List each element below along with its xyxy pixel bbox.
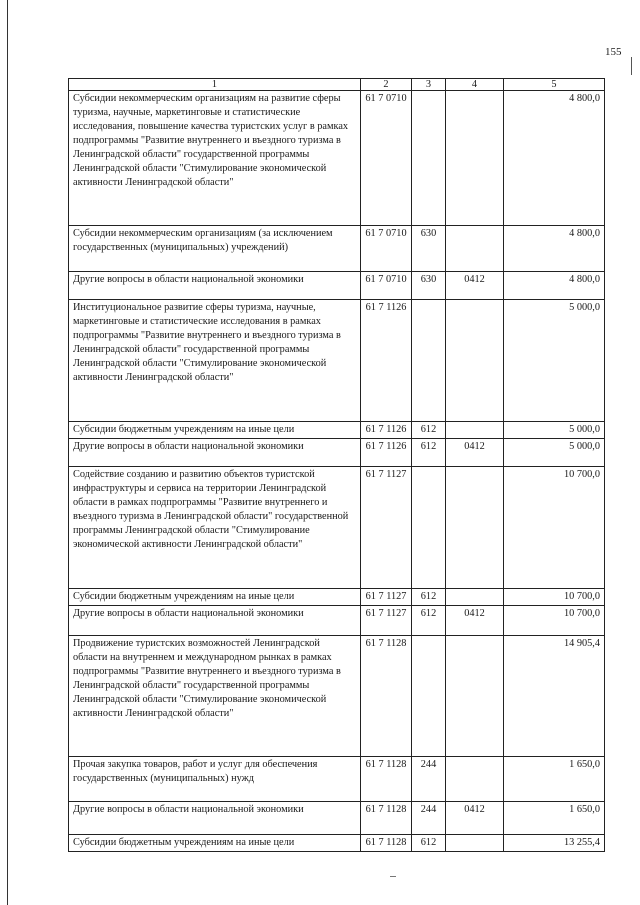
row-csr: 61 7 0710 xyxy=(361,226,412,272)
row-rz xyxy=(446,467,504,589)
table-row xyxy=(69,757,605,802)
row-csr: 61 7 1127 xyxy=(361,589,412,606)
row-name: Продвижение туристских возможностей Ленинградской области на внутреннем и международном рынках в рамках подпрограммы "Развитие внутреннего и въездного туризма в Ленинградской области" государственной программы Ленинградской области "Стимулирование экономической активности Ленинградской области" xyxy=(69,636,361,757)
row-sum: 10 700,0 xyxy=(504,467,605,589)
row-name: Содействие созданию и развитию объектов туристской инфраструктуры и сервиса на территории Ленинградской области в рамках подпрограммы "Развитие внутреннего и въездного туризма в Ленинградской области" государственной программы Ленинградской области "Стимулирование экономической активности Ленинградской области" xyxy=(69,467,361,589)
row-sum: 5 000,0 xyxy=(504,300,605,422)
row-name: Другие вопросы в области национальной экономики xyxy=(69,802,361,835)
row-name: Прочая закупка товаров, работ и услуг для обеспечения государственных (муниципальных) нужд xyxy=(69,757,361,802)
row-vr: 244 xyxy=(412,802,446,835)
row-vr: 244 xyxy=(412,757,446,802)
table-row xyxy=(69,835,605,852)
row-name: Субсидии бюджетным учреждениям на иные цели xyxy=(69,422,361,439)
row-rz xyxy=(446,422,504,439)
row-vr: 612 xyxy=(412,606,446,636)
row-sum: 1 650,0 xyxy=(504,757,605,802)
scan-left-border xyxy=(7,0,8,905)
row-sum: 5 000,0 xyxy=(504,439,605,467)
table-row xyxy=(69,606,605,636)
header-col-3: 3 xyxy=(412,79,446,91)
table-row xyxy=(69,226,605,272)
row-name: Субсидии некоммерческим организациям (за исключением государственных (муниципальных) учреждений) xyxy=(69,226,361,272)
row-csr: 61 7 1128 xyxy=(361,802,412,835)
row-sum: 10 700,0 xyxy=(504,606,605,636)
row-rz xyxy=(446,300,504,422)
row-name: Другие вопросы в области национальной экономики xyxy=(69,606,361,636)
header-col-4: 4 xyxy=(446,79,504,91)
header-col-5: 5 xyxy=(504,79,605,91)
header-col-2: 2 xyxy=(361,79,412,91)
row-vr xyxy=(412,636,446,757)
row-rz xyxy=(446,91,504,226)
table-row xyxy=(69,272,605,300)
row-rz xyxy=(446,757,504,802)
row-csr: 61 7 1127 xyxy=(361,606,412,636)
row-rz: 0412 xyxy=(446,272,504,300)
row-csr: 61 7 1128 xyxy=(361,835,412,852)
header-col-1: 1 xyxy=(69,79,361,91)
row-sum: 4 800,0 xyxy=(504,272,605,300)
table-header-row xyxy=(69,79,605,91)
row-vr xyxy=(412,91,446,226)
scan-dust-mark xyxy=(390,876,396,877)
row-rz xyxy=(446,636,504,757)
row-csr: 61 7 1126 xyxy=(361,422,412,439)
row-rz: 0412 xyxy=(446,439,504,467)
row-csr: 61 7 0710 xyxy=(361,272,412,300)
table-row xyxy=(69,91,605,226)
row-csr: 61 7 1126 xyxy=(361,300,412,422)
row-vr xyxy=(412,300,446,422)
row-vr: 630 xyxy=(412,272,446,300)
row-name: Институциональное развитие сферы туризма, научные, маркетинговые и статистические исследования в рамках подпрограммы "Развитие внутреннего и въездного туризма в Ленинградской области" государственной программы Ленинградской области "Стимулирование экономической активности Ленинградской области" xyxy=(69,300,361,422)
row-sum: 5 000,0 xyxy=(504,422,605,439)
row-name: Другие вопросы в области национальной экономики xyxy=(69,272,361,300)
row-vr: 612 xyxy=(412,439,446,467)
table-row xyxy=(69,300,605,422)
row-csr: 61 7 1126 xyxy=(361,439,412,467)
scan-edge-mark xyxy=(631,57,632,75)
page-number: 155 xyxy=(605,46,622,58)
row-rz: 0412 xyxy=(446,802,504,835)
row-name: Субсидии бюджетным учреждениям на иные цели xyxy=(69,835,361,852)
row-csr: 61 7 1128 xyxy=(361,757,412,802)
row-rz xyxy=(446,589,504,606)
table-row xyxy=(69,439,605,467)
row-sum: 4 800,0 xyxy=(504,226,605,272)
table-row xyxy=(69,802,605,835)
row-sum: 13 255,4 xyxy=(504,835,605,852)
table-row xyxy=(69,589,605,606)
row-name: Субсидии бюджетным учреждениям на иные цели xyxy=(69,589,361,606)
row-csr: 61 7 1127 xyxy=(361,467,412,589)
row-vr: 630 xyxy=(412,226,446,272)
table-row xyxy=(69,467,605,589)
row-rz xyxy=(446,835,504,852)
row-rz xyxy=(446,226,504,272)
row-csr: 61 7 0710 xyxy=(361,91,412,226)
row-sum: 10 700,0 xyxy=(504,589,605,606)
table-row xyxy=(69,636,605,757)
row-sum: 1 650,0 xyxy=(504,802,605,835)
row-vr xyxy=(412,467,446,589)
row-vr: 612 xyxy=(412,835,446,852)
row-sum: 14 905,4 xyxy=(504,636,605,757)
row-sum: 4 800,0 xyxy=(504,91,605,226)
row-vr: 612 xyxy=(412,589,446,606)
table-row xyxy=(69,422,605,439)
budget-table xyxy=(68,78,605,852)
row-name: Другие вопросы в области национальной экономики xyxy=(69,439,361,467)
row-vr: 612 xyxy=(412,422,446,439)
row-name: Субсидии некоммерческим организациям на развитие сферы туризма, научные, маркетинговые и статистические исследования, повышение качества туристских услуг в рамках подпрограммы "Развитие внутреннего и въездного туризма в Ленинградской области" государственной программы Ленинградской области "Стимулирование экономической активности Ленинградской области" xyxy=(69,91,361,226)
row-csr: 61 7 1128 xyxy=(361,636,412,757)
row-rz: 0412 xyxy=(446,606,504,636)
